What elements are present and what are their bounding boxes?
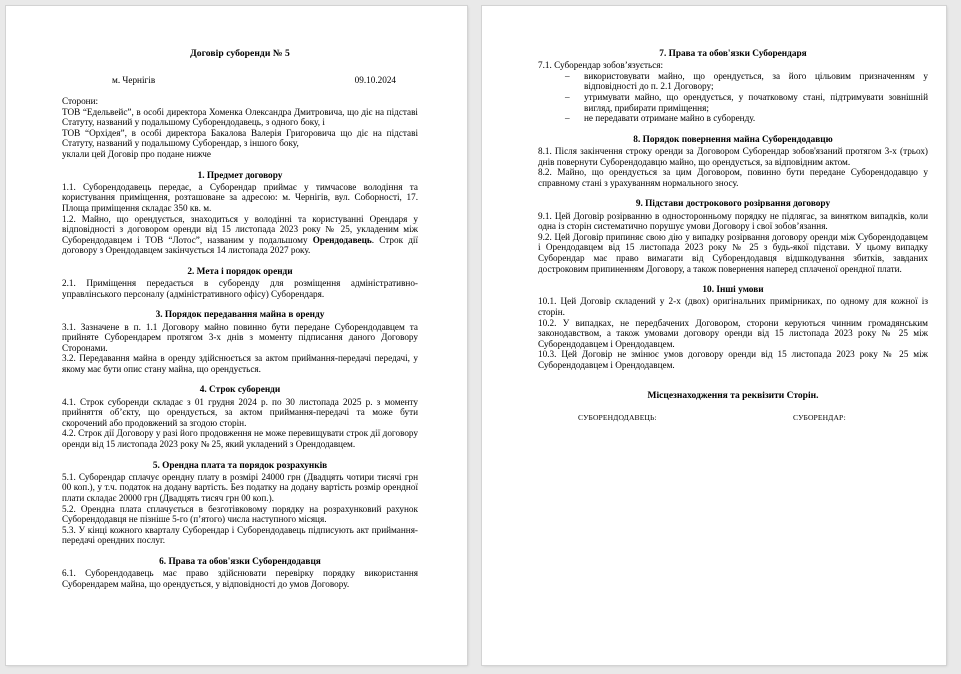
spacer — [538, 402, 928, 412]
clause-1-2-part-c: . Строк дії договору з Орендодавцем закінчується 14 листопада 2027 року. — [62, 234, 418, 256]
section-6-clause-1: 6.1. Суборендодавець має право здійснювати перевірку порядку використання Суборендарем майна, що орендується, у відповідності до умов Договору. — [62, 568, 418, 589]
spacer — [62, 86, 418, 96]
section-4-clause-1: 4.1. Строк суборенди складає з 01 грудня 2024 р. по 30 листопада 2025 р. з моменту прийняття об’єкту, що орендується, за актом приймання-передачі та може бути скорочений або продовжений за згодою сторін. — [62, 396, 418, 428]
section-10-heading: 10. Інші умови — [702, 285, 764, 296]
spacer — [62, 256, 418, 266]
section-9-heading: 9. Підстави дострокового розірвання договору — [635, 199, 831, 210]
conclusion-line: уклали цей Договір про подане нижче — [62, 148, 211, 159]
signature-row — [538, 412, 928, 423]
section-5-heading: 5. Орендна плата та порядок розрахунків — [152, 460, 328, 471]
document-city: м. Чернігів — [112, 75, 156, 85]
section-1-clause-2 — [62, 214, 418, 256]
spacer — [538, 370, 928, 380]
spacer — [62, 299, 418, 309]
section-3-clause-1: 3.1. Зазначене в п. 1.1 Договору майно повинно бути передане Суборендодавцем та прийняте Суборендарем протягом 3-х днів з моменту підписання даного Договору Сторонами. — [62, 321, 418, 353]
section-7-clause-1: 7.1. Суборендар зобов’язується: — [538, 60, 664, 71]
section-4-heading: 4. Строк суборенди — [199, 385, 281, 396]
section-9-clause-1: 9.1. Цей Договір розірванню в односторонньому порядку не підлягає, за винятком випадків, коли одна із сторін систематично порушує умови Договору і свої зобов’язання. — [538, 210, 928, 232]
section-10-clause-2: 10.2. У випадках, не передбачених Договором, сторони керуються чинним громадянським законодавством, а також умовами договору оренди від 15 листопада 2023 року № 25 між Суборендодавцем і Орендодавцем. — [538, 317, 928, 349]
term-orendodavets: Орендодавець — [312, 234, 372, 245]
spacer — [538, 274, 928, 284]
party-one-text: ТОВ “Едельвейс”, в особі директора Хоменка Олександра Дмитровича, що діє на підставі Статуту, названий у подальшому Суборендодавець, з одного боку, і — [62, 106, 418, 128]
document-page-2 — [482, 6, 946, 665]
section-8-clause-1: 8.1. Після закінчення строку оренди за Договором Суборендар зобов'язаний протягом 3-х (трьох) днів повернути Суборендодавцю майно, що орендується, за відповідним актом. — [538, 145, 928, 167]
list-item: – використовувати майно, що орендується, за його цільовим призначенням у відповідності до п. 2.1 Договору; — [565, 71, 928, 92]
section-5-clause-3: 5.3. У кінці кожного кварталу Суборендар і Суборендодавець підписують акт приймання-передачі орендних послуг. — [62, 524, 418, 546]
section-5-clause-2: 5.2. Орендна плата сплачується в безготівковому порядку на розрахунковий рахунок Суборендодавця не пізніше 5-го (п’ятого) числа наступного місяця. — [62, 503, 418, 525]
spacer — [62, 374, 418, 384]
page-title: Договір суборенди № 5 — [190, 48, 290, 59]
section-7-heading: 7. Права та обов'язки Суборендаря — [659, 49, 807, 59]
spacer — [62, 450, 418, 460]
document-date: 09.10.2024 — [354, 75, 396, 85]
section-10-clause-1: 10.1. Цей Договір складений у 2-х (двох) оригінальних примірниках, по одному для кожної із сторін. — [538, 296, 928, 317]
section-4-clause-2: 4.2. Строк дії Договору у разі його продовження не може перевищувати строк дії договору оренди від 15 листопада 2023 року № 25, який укладений з Орендодавцем. — [62, 428, 418, 450]
list-item: – не передавати отримане майно в суборенду. — [565, 113, 928, 124]
spacer — [538, 124, 928, 134]
document-page-1 — [6, 6, 467, 665]
section-7-bullet-list — [538, 71, 928, 124]
section-8-heading: 8. Порядок повернення майна Суборендодавцю — [633, 134, 833, 145]
section-1-heading: 1. Предмет договору — [197, 170, 283, 181]
list-item: – утримувати майно, що орендується, у початковому стані, підтримувати зовнішній вигляд, прибирати приміщення; — [565, 92, 928, 113]
section-10-clause-3: 10.3. Цей Договір не змінює умов договору оренди від 15 листопада 2023 року № 25 між Суборендодавцем і Орендодавцем. — [538, 349, 928, 370]
signature-label-sublessee: СУБОРЕНДАР: — [793, 413, 846, 423]
clause-1-2-part-a: 1.2. Майно, що орендується, знаходиться у володінні та користуванні Орендаря у відповідності з договором оренди від 15 листопада 2023 року № 25, укладеним між Суборендодавцем і ТОВ “Лотос”, названим у подальшому — [62, 213, 418, 245]
section-9-clause-2: 9.2. Цей Договір припиняє свою дію у випадку розірвання договору оренди між Суборендодавцем і Орендодавцем від 15 листопада 2023 року № 25 з будь-якої підстави. У цьому випадку Суборендар має право вимагати від Суборендодавця відшкодування збитків, завданих достроковим припиненням Договору, а також повернення наперед сплаченої орендної плати. — [538, 231, 928, 274]
spacer — [62, 546, 418, 556]
spacer — [538, 188, 928, 198]
section-6-heading: 6. Права та обов'язки Суборендодавця — [159, 557, 321, 568]
section-3-clause-2: 3.2. Передавання майна в оренду здійснюється за актом приймання-передачі передачі, у якому має бути опис стану майна, що орендується. — [62, 353, 418, 374]
document-meta-row — [62, 74, 418, 86]
section-2-clause-1: 2.1. Приміщення передається в суборенду для розміщення адміністративно-управлінського персоналу (адміністративного офісу) Суборендаря. — [62, 278, 418, 299]
section-1-clause-1: 1.1. Суборендодавець передає, а Суборендар приймає у тимчасове володіння та користування приміщення, розташоване за адресою: м. Чернігів, вул. Соборності, 17. Площа приміщення складає 350 кв. м. — [62, 181, 418, 213]
spacer — [62, 160, 418, 170]
spacer — [538, 380, 928, 390]
section-2-heading: 2. Мета і порядок оренди — [187, 266, 293, 277]
section-8-clause-2: 8.2. Майно, що орендується за цим Договором, повинно бути передане Суборендодавцю у справному стані з урахуванням нормального зносу. — [538, 167, 928, 188]
section-3-heading: 3. Порядок передавання майна в оренду — [155, 310, 325, 321]
section-5-clause-1: 5.1. Суборендар сплачує орендну плату в розмірі 24000 грн (Двадцять чотири тисячі грн 00 коп.), у т.ч. податок на додану вартість. Без податку на додану вартість розмір орендної плати складає 20000 грн (Двадцять тисяч грн 00 коп.). — [62, 471, 418, 504]
parties-label: Сторони: — [62, 96, 99, 106]
party-two-text: ТОВ “Орхідея”, в особі директора Бакалова Валерія Григоровича що діє на підставі Статуту, названий у подальшому Суборендар, з іншого боку, — [62, 127, 418, 149]
signature-label-sublessor: СУБОРЕНДОДАВЕЦЬ: — [578, 413, 657, 423]
signatures-heading: Місцезнаходження та реквізити Сторін. — [647, 391, 819, 402]
